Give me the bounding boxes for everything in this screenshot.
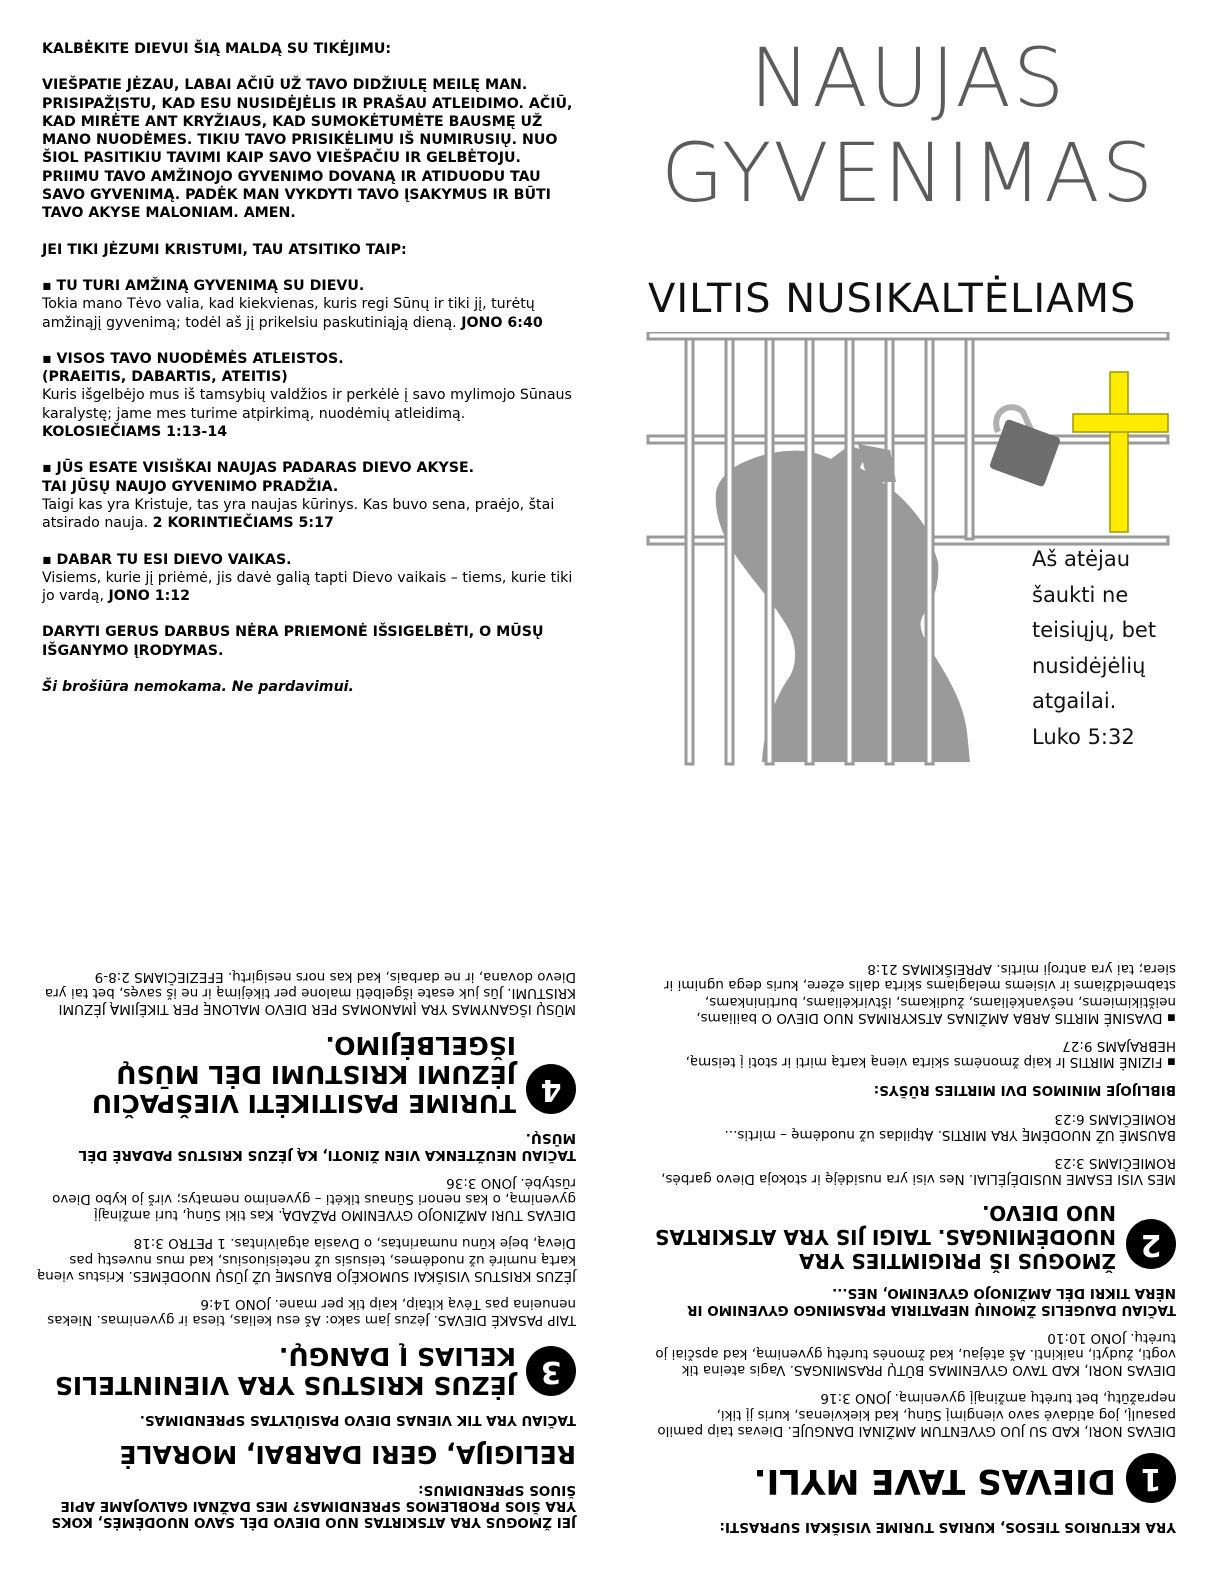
benefit-title: ▪ TU TURI AMŽINĄ GYVENIMĄ SU DIEVU. <box>42 277 365 294</box>
truth-2-title: ŽMOGUS IŠ PRIGIMTIES YRA NUODĖMINGAS. TAIGI JIS YRA ATSKIRTAS NUO DIEVO. <box>655 1201 1116 1274</box>
prayer-panel <box>42 40 582 714</box>
truth-1-paragraph: DIEVAS NORI, KAD SU JUO GYVENTUM AMŽINAI DANGUJE. Dievas taip pamilo pasaulį, jog atidavė savo viengimį Sūnų, kad kiekvienas, kuris jį tiki, nepražūtų, bet turėtų amžinąjį gyvenimą. JONO 3:16 <box>657 1390 1176 1439</box>
prayer-text: VIEŠPATIE JĖZAU, LABAI AČIŪ UŽ TAVO DIDŽIULĘ MEILĘ MAN. PRISIPAŽĮSTU, KAD ESU NUSIDĖJĖLIS IR PRAŠAU ATLEIDIMO. AČIŪ, KAD MIRĖTE ANT KRYŽIAUS, KAD SUMOKĖTUMĖTE BAUSMĘ UŽ MANO NUODĖMES. TIKIU TAVO PRISIKĖLIMU IŠ NUMIRUSIŲ. NUO ŠIOL PASITIKIU TAVIMI KAIP SAVO VIEŠPAČIU IR GELBĖTOJU. PRIIMU TAVO AMŽINOJO GYVENIMO DOVANĄ IR ATIDUODU TAU SAVO GYVENIMĄ. PADĖK MAN VYKDYTI TAVO ĮSAKYMUS IR BŪTI TAVO AKYSE MALONIAM. AMEN. <box>42 77 573 222</box>
false-solutions: RELIGIJA, GERI DARBAI, MORALĖ <box>119 1440 576 1470</box>
benefit-ref: 2 KORINTIEČIAMS 5:17 <box>152 515 334 532</box>
cover-verse <box>1032 542 1182 755</box>
truth-4-heading <box>36 1031 576 1118</box>
one-solution: TAČIAU YRA TIK VIENAS DIEVO PASIŪLYTAS SPRENDIMAS. <box>139 1412 576 1429</box>
benefit-title: ▪ JŪS ESATE VISIŠKAI NAUJAS PADARAS DIEVO AKYSE. <box>42 460 475 477</box>
benefit-title: ▪ VISOS TAVO NUODĖMĖS ATLEISTOS. <box>42 350 344 367</box>
benefit-item <box>42 459 582 532</box>
truth-number-badge: 2 <box>1126 1219 1176 1269</box>
problem-question: JEI ŽMOGUS YRA ATSKIRTAS NUO DIEVO DĖL SAVO NUODĖMĖS, KOKS YRA ŠIOS PROBLEMOS SPRENDIMAS? MES DAŽNAI GALVOJAME APIE ŠIUOS SPRENDIMUS: <box>51 1481 576 1530</box>
cross-icon <box>1073 372 1168 532</box>
truths-panel-left <box>36 825 576 1530</box>
benefit-item <box>42 551 582 606</box>
truth-3-paragraph: TAIP PASAKĖ DIEVAS. Jėzus jam sako: Aš esu kelias, tiesa ir gyvenimas. Niekas nenueina pas Tėvą kitaip, kaip tik per mane. JONO 14:6 <box>47 1295 576 1329</box>
truths-panel-right <box>646 830 1176 1535</box>
truth-1-heading <box>646 1453 1176 1507</box>
benefit-text: Taigi kas yra Kristuje, tas yra naujas kūrinys. Kas buvo sena, praėjo, štai atsirado nauja. <box>42 496 555 532</box>
cover-title <box>628 32 1188 222</box>
four-truths-intro: YRA KETURIOS TIESOS, KURIAS TURIME VISIŠKAI SUPRASTI: <box>719 1519 1176 1535</box>
benefit-ref: KOLOSIEČIAMS 1:13-14 <box>42 424 228 441</box>
cover-title-line1: NAUJAS <box>749 32 1067 126</box>
truth-2-heading <box>646 1201 1176 1273</box>
truth-2-paragraph: ▪ FIZINĖ MIRTIS Ir kaip žmonėms skirta vieną kartą mirti ir stoti į teismą, HEBRAJAMS 9:27 <box>685 1037 1176 1071</box>
truth-3-heading <box>36 1342 576 1400</box>
cover-title-line2: GYVENIMAS <box>661 127 1155 221</box>
verse-text: Aš atėjau šaukti ne teisiųjų, bet nusidėjėlių atgailai. <box>1032 547 1157 713</box>
truth-2-paragraph: BIBLIJOJE MINIMOS DVI MIRTIES RŪŠYS: <box>873 1082 1176 1099</box>
truth-3-title: JĖZUS KRISTUS YRA VIENINTELIS KELIAS Į DANGŲ. <box>54 1342 516 1401</box>
truth-number-badge: 3 <box>526 1346 576 1396</box>
truth-number-badge: 1 <box>1126 1453 1176 1503</box>
cover-panel <box>628 22 1188 762</box>
benefit-subtitle: TAI JŪSŲ NAUJO GYVENIMO PRADŽIA. <box>42 478 339 495</box>
if-believe-heading: JEI TIKI JĖZUMI KRISTUMI, TAU ATSITIKO TAIP: <box>42 241 407 258</box>
benefit-title: ▪ DABAR TU ESI DIEVO VAIKAS. <box>42 551 292 568</box>
benefit-text: Visiems, kurie jį priėmė, jis davė galią tapti Dievo vaikais – tiems, kurie tiki jo vardą, <box>42 569 573 605</box>
benefit-ref: JONO 1:12 <box>108 588 191 605</box>
truth-1-paragraph: TAČIAU DAUGELIS ŽMONIŲ NEPATIRIA PRASMINGO GYVENIMO IR NĖRA TIKRI DĖL AMŽINOJO GYVENIMO, NES... <box>687 1285 1176 1318</box>
truth-1-paragraph: DIEVAS NORI, KAD TAVO GYVENIMAS BŪTŲ PRASMINGAS. Vagis ateina tik vogti, žudyti, naikinti. Aš atėjau, kad žmonės turėtų gyvenimą, kad apsčiai jo turėtų. JONO 10:10 <box>655 1329 1176 1379</box>
verse-ref: Luko 5:32 <box>1032 724 1135 749</box>
truth-2-paragraph: BAUSMĖ UŽ NUODĖMĘ YRA MIRTIS. Atpildas už nuodėmę – mirtis... ROMIEČIAMS 6:23 <box>724 1110 1176 1143</box>
benefit-item <box>42 277 582 332</box>
benefit-ref: JONO 6:40 <box>461 314 543 331</box>
benefit-text: Kuris išgelbėjo mus iš tamsybių valdžios ir perkėlė į savo mylimojo Sūnaus karalystę; jame mes turime atpirkimą, nuodėmių atleidimą. <box>42 387 572 422</box>
benefit-item <box>42 350 582 441</box>
truth-2-paragraph: MES VISI ESAME NUSIDĖJĖLIAI. Nes visi yra nusidėję ir stokoja Dievo garbės, ROMIEČIAMS 3:23 <box>661 1154 1176 1188</box>
truth-1-title: DIEVAS TAVE MYLI. <box>753 1460 1116 1501</box>
truth-2-paragraph: ▪ DVASINĖ MIRTIS ARBA AMŽINAS ATSKYRIMAS NUO DIEVO O bailiams, neištikimiems, nešvankėliams, žudikams, ištvirkėliams, burtininkams, stabmeldžiams ir visiems melagiams skirta dalis ežere, kuris dega ugnimi ir siera; tai yra antroji mirtis. APREIŠKIMAS 21:8 <box>663 961 1176 1026</box>
truth-3-paragraph: JĖZUS KRISTUS VISIŠKAI SUMOKĖJO BAUSMĘ UŽ JŪSŲ NUODĖMES. Kristus vieną kartą numirė už nuodėmes, teisusis už neteisiuosius, kad mus nuvestų pas Dievą, beje kūnu numarintas, o Dvasia atgaivintas. 1 PETRO 3:18 <box>36 1235 576 1284</box>
truth-number-badge: 4 <box>526 1064 576 1114</box>
benefit-subtitle: (PRAEITIS, DABARTIS, ATEITIS) <box>42 369 288 386</box>
truth-3-paragraph: TAČIAU NEUŽTENKA VIEN ŽINOTI, KĄ JĖZUS KRISTUS PADARĖ DĖL MŪSŲ. <box>78 1130 576 1163</box>
good-works-note: DARYTI GERUS DARBUS NĖRA PRIEMONĖ IŠSIGELBĖTI, O MŪSŲ IŠGANYMO ĮRODYMAS. <box>42 624 544 659</box>
prayer-heading: KALBĖKITE DIEVUI ŠIĄ MALDĄ SU TIKĖJIMU: <box>42 41 392 57</box>
truth-4-paragraph: MŪSŲ IŠGANYMAS YRA ĮMANOMAS PER DIEVO MALONĘ PER TIKĖJIMĄ JĖZUMI KRISTUMI. Jūs juk esate išgelbėti malone per tikėjimą ir ne iš savęs, bet tai yra Dievo dovana, ir ne darbais, kad kas nors nesigirtų. EFEZIEČIAMS 2:8-9 <box>44 968 576 1018</box>
truth-3-paragraph: DIEVAS TURI AMŽINOJO GYVENIMO PAŽADĄ. Kas tiki Sūnų, turi amžinąjį gyvenimą, o kas nenori Sūnaus tikėti – gyvenimo nematys; virš jo kybo Dievo rūstybė. JONO 3:36 <box>52 1174 576 1224</box>
padlock-icon <box>989 407 1061 487</box>
cover-subtitle: VILTIS NUSIKALTĖLIAMS <box>648 276 1137 322</box>
benefit-text: Tokia mano Tėvo valia, kad kiekvienas, kuris regi Sūnų ir tiki jį, turėtų amžinąjį gyvenimą; todėl aš jį prikelsiu paskutiniąją dieną. <box>42 296 535 331</box>
truth-4-title: TURIME PASITIKĖTI VIEŠPAČIU JĖZUMI KRISTUMI DĖL MŪSŲ IŠGELBĖJIMO. <box>91 1031 516 1119</box>
free-note: Ši brošiūra nemokama. Ne pardavimui. <box>42 679 354 696</box>
